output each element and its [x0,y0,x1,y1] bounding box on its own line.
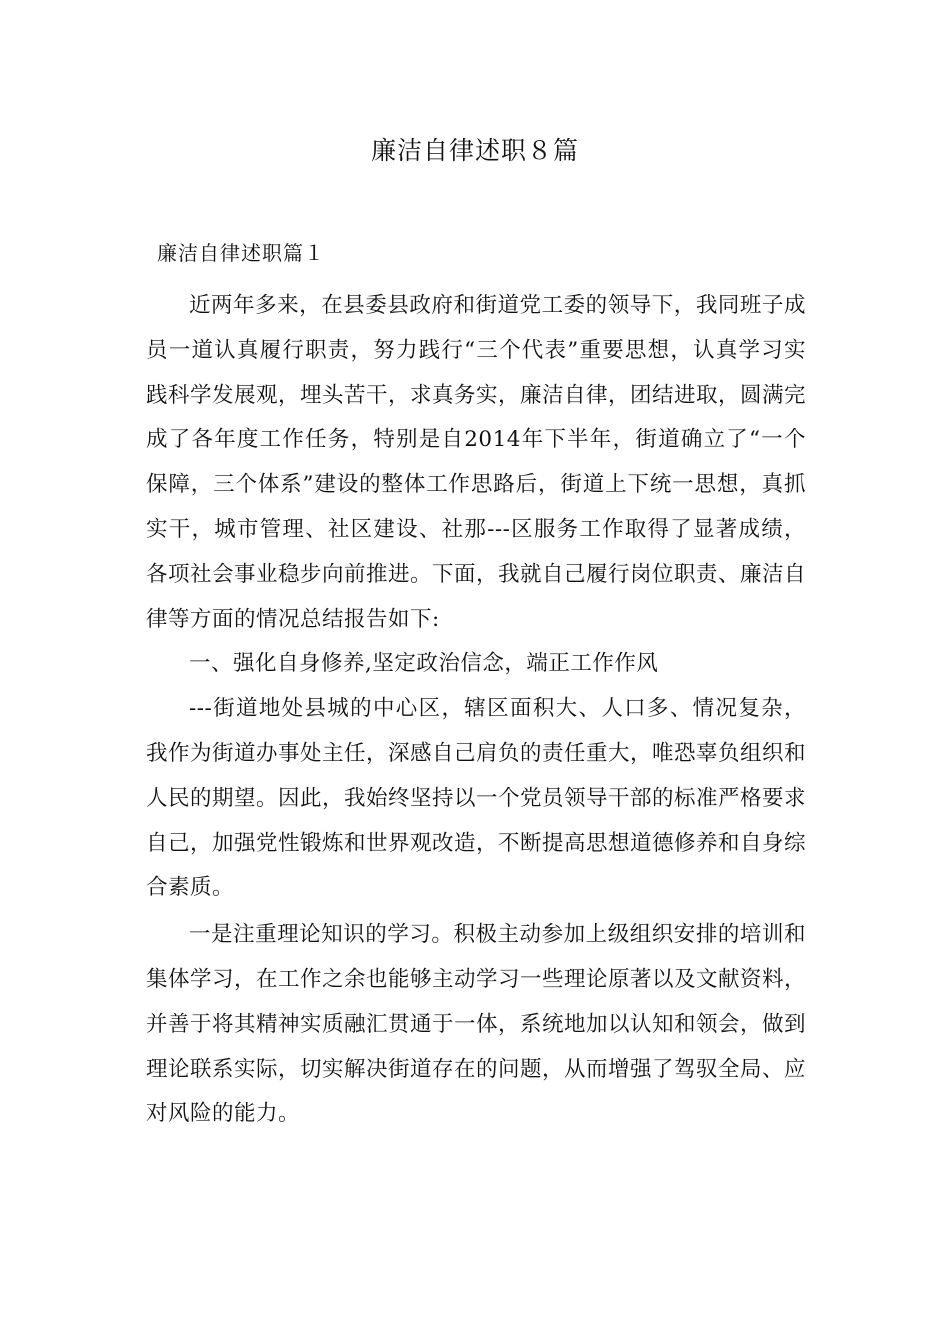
paragraph-theory-study: 一是注重理论知识的学习。积极主动参加上级组织安排的培训和集体学习，在工作之余也能够主动学习一些理论原著以及文献资料，并善于将其精神实质融汇贯通于一体，系统地加以认知和领会，做到理论联系实际，切实解决街道存在的问题，从而增强了驾驭全局、应对风险的能力。 [146,922,807,1127]
document-body [146,284,806,1137]
section-heading: 廉洁自律述职篇１ [157,241,325,265]
paragraph-background: ---街道地处县城的中心区，辖区面积大、人口多、情况复杂，我作为街道办事处主任，深感自己肩负的责任重大，唯恐辜负组织和人民的期望。因此，我始终坚持以一个党员领导干部的标准严格要求自己，加强党性锻炼和世界观改造，不断提高思想道德修养和自身综合素质。 [146,696,807,901]
document-title: 廉洁自律述职８篇 [370,136,579,165]
paragraph-subheading: 一、强化自身修养,坚定政治信念，端正工作作风 [189,651,659,677]
paragraph-intro: 近两年多来，在县委县政府和街道党工委的领导下，我同班子成员一道认真履行职责，努力践行“三个代表”重要思想，认真学习实践科学发展观，埋头苦干，求真务实，廉洁自律，团结进取，圆满完成了各年度工作任务，特别是自2014年下半年，街道确立了“一个保障，三个体系”建设的整体工作思路后，街道上下统一思想，真抓实干，城市管理、社区建设、社那---区服务工作取得了显著成绩，各项社会事业稳步向前推进。下面，我就自己履行岗位职责、廉洁自律等方面的情况总结报告如下: [146,293,807,632]
